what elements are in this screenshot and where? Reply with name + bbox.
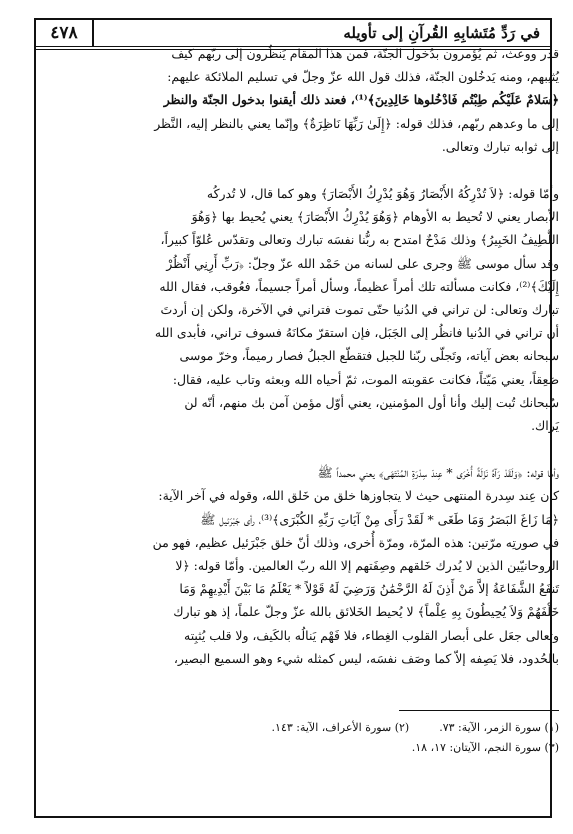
paragraph-gap: [16, 168, 559, 182]
text-line: سبحانه بعض آياته، وتَجلّى ربّنا للجبل فتقطّع الجبلُ فصار رميماً، وخرّ موسى: [179, 348, 559, 364]
text-line: تبارك وتعالى: لن تراني في الدُنيا حتّى تموت فتراني في الآخرة، ولكن إن أردتَ: [160, 302, 559, 318]
text-line: وأمّا قوله: ﴿لاَ تُدْرِكُهُ الأَبْصَارُ وَهُوَ يُدْرِكُ الأَبْصَارَ﴾ وهو كما قال، لا تُدركُه: [206, 186, 559, 202]
text-line: الأبصار يعني لا تُحيط به الأوهام ﴿وَهُوَ يُدْرِكُ الأَبْصَارَ﴾ يعني يُحيط بها ﴿وَهُوَ: [191, 209, 559, 225]
text-line: وتعالى جعَل على أبصار القلوب الغِطاء، فلا فَهْم يَنالُه بالكَيف، ولا قلب يُثبِته: [184, 627, 559, 643]
paragraph-3: [16, 461, 559, 670]
paragraph-2: [16, 182, 559, 437]
text-line: يُثيبهم، ومنه يَدخُلون الجنّة، فذلك قول الله عزّ وجلّ في تسليم الملائكة عليهم:: [167, 69, 559, 85]
text-line: إلى ما وعدهم ربّهم، فذلك قوله: ﴿إِلَىٰ رَبِّهَا نَاظِرَةٌ﴾ وإنّما يعني بالنظر إليه، النَّظر: [154, 115, 559, 131]
text-line: في صورتِه مرّتين: هذه المرّة، ومرّة أُخرى، وذلك أنّ خلق جَبْرَئيل عظيم، فهو من: [152, 534, 559, 550]
text-line: وقد سأل موسى ﷺ وجرى على لسانه من حَمْد الله عزّ وجلّ: ﴿رَبِّ أَرِنِي أَنْظُرْ: [166, 255, 559, 271]
footnote-line: [16, 718, 559, 738]
footnote-line: [16, 738, 559, 758]
text-line: إلى ثوابه تبارك وتعالى.: [441, 138, 559, 154]
text-line: وأما قوله: ﴿وَلَقَدْ رَآهُ نَزْلَةً أُخْرَى * عِندَ سِدْرَةِ المُنْتَهَى﴾ يعني محمداً ﷺ: [317, 465, 559, 481]
text-line: اللَّطِيفُ الخَبِيرُ﴾ وذلك مَدْحٌ امتدح به ربُّنا نفسَه تبارك وتعالى وتقدّس عُلوّاً كبيراً،: [160, 232, 559, 248]
text-line: ﴿مَا زَاغَ البَصَرُ وَمَا طَغَى * لَقَدْ رَأَى مِنْ آيَاتِ رَبِّهِ الكُبْرَى﴾⁽³⁾، رأى جَبْرَئيل ﷺ: [200, 511, 559, 527]
text-line: إِلَيْكَ﴾⁽²⁾، فكانت مسألته تلك أمراً عظيماً، وسأل أمراً جسيماً، فعُوقب، فقال الله: [159, 278, 559, 294]
text-line: تَنفَعُ الشَّفَاعَةُ إلاَّ مَنْ أَذِنَ لَهُ الرَّحْمَٰنُ وَرَضِيَ لَهُ قَوْلاً * يَعْلَمُ مَا بَيْنَ أَيْدِيهِمْ وَمَا: [179, 581, 559, 597]
text-line: سُبحانك تُبت إليك وأنا أول المؤمنين، يعني أوّل مؤمن آمن بك منهم، أنّه لن: [184, 394, 559, 410]
text-line: يَراك.: [531, 418, 559, 434]
text-line: كان عِند سِدرة المنتهى حيث لا يتجاوزها خلق من خَلق الله، وقوله في آخر الآية:: [158, 488, 559, 504]
paragraph-gap: [16, 447, 559, 461]
text-line: صَعِقاً، يعني مَيّتاً، فكانت عقوبته الموت، ثمّ أحياه الله وبعثه وتاب عليه، فقال:: [172, 371, 559, 387]
page-number: ٤٧٨: [36, 20, 94, 46]
footnote-divider: [399, 710, 559, 711]
text-line: الروحانيّين الذين لا يُدرك خَلقهم وصِفَتهم إلا الله ربّ العالمين. وأمّا قوله: ﴿لا: [175, 558, 559, 574]
footnote-2: (٢) سورة الأعراف، الآية: ١٤٣.: [271, 721, 410, 734]
main-text: [16, 42, 559, 680]
text-line: قدر ووعث، ثم يُؤمرون بدُخول الجنّة، فمن هذا المقام يَنظُرون إلى ربّهم كيف: [171, 46, 559, 61]
footnotes: [16, 718, 559, 758]
footnote-1: (١) سورة الزمر، الآية: ٧٣.: [439, 721, 559, 734]
text-line: بالحُدود، فلا يَصِفه إلاّ كما وصَف نفسَه، ليس كمثله شيء وهو السميع البصير،: [173, 650, 559, 666]
running-title: في رَدِّ مُتَشابِهِ القُرآنِ إلى تأويله: [343, 24, 540, 42]
text-line: ﴿سَلامٌ عَلَيْكُم طِبْتُم فَادْخُلوها خَالِدِينَ﴾⁽¹⁾، فعند ذلك أيقنوا بدخول الجنّة والنظر: [163, 92, 559, 108]
text-line: أن تراني في الدُنيا فانظُر إلى الجَبَل، فإن استقرّ مكانَهُ فسوف تراني، فأبدى الله: [154, 325, 559, 341]
text-line: خَلْفَهُمْ وَلاَ يُحِيطُونَ بِهِ عِلْماً﴾ لا يُحيط الخَلائق بالله عزّ وجلّ علماً، إذ هو تبارك: [173, 604, 559, 620]
paragraph-1: [16, 42, 559, 158]
footnote-3: (٣) سورة النجم، الآيتان: ١٧، ١٨.: [411, 741, 559, 754]
